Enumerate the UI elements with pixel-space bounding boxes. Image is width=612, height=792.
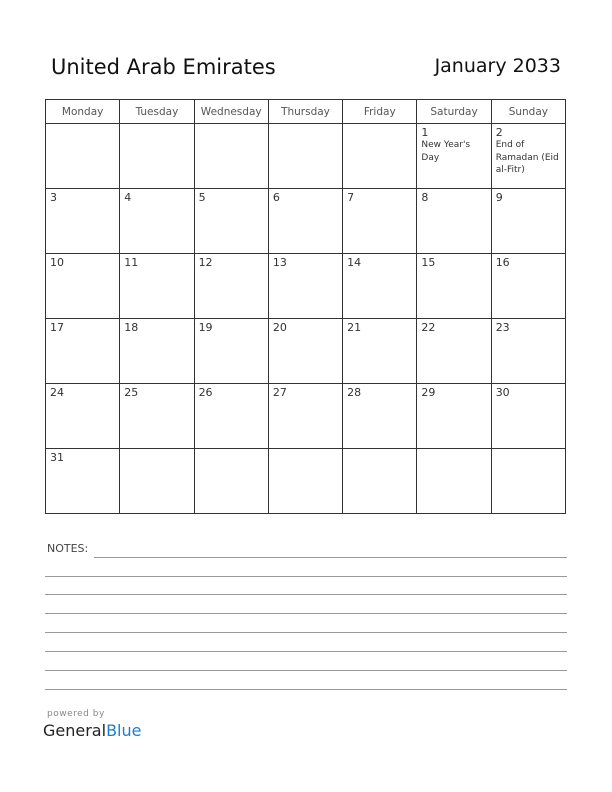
day-cell[interactable]: [491, 189, 565, 254]
day-cell[interactable]: [343, 384, 417, 449]
day-cell[interactable]: [46, 124, 120, 189]
weekday-header: Tuesday: [120, 100, 194, 124]
day-cell[interactable]: [194, 254, 268, 319]
generalblue-logo[interactable]: [43, 721, 141, 740]
day-number: 9: [495, 191, 503, 204]
day-number: 20: [272, 321, 287, 334]
weekday-header: Wednesday: [194, 100, 268, 124]
month-year-title: January 2033: [434, 55, 561, 77]
day-cell[interactable]: [268, 319, 342, 384]
notes-line[interactable]: [45, 632, 567, 633]
day-cell[interactable]: [268, 384, 342, 449]
day-number: 4: [124, 191, 132, 204]
calendar-grid: [45, 99, 566, 514]
day-cell[interactable]: [417, 124, 491, 189]
day-number: 6: [272, 191, 280, 204]
notes-line[interactable]: [45, 613, 567, 614]
day-cell[interactable]: [46, 449, 120, 514]
day-cell[interactable]: [120, 124, 194, 189]
day-cell[interactable]: [491, 124, 565, 189]
day-cell[interactable]: [120, 189, 194, 254]
day-number: 2: [495, 126, 503, 139]
day-cell[interactable]: [194, 384, 268, 449]
day-cell[interactable]: [194, 189, 268, 254]
day-cell[interactable]: [268, 449, 342, 514]
day-cell[interactable]: [194, 449, 268, 514]
week-row: [46, 124, 566, 189]
day-cell[interactable]: [120, 319, 194, 384]
day-cell[interactable]: [491, 319, 565, 384]
day-cell[interactable]: [417, 449, 491, 514]
day-number: 8: [421, 191, 429, 204]
weekday-header: Thursday: [268, 100, 342, 124]
day-cell[interactable]: [268, 189, 342, 254]
day-number: 29: [421, 386, 436, 399]
notes-line[interactable]: [45, 689, 567, 690]
day-number: 17: [50, 321, 64, 334]
day-cell[interactable]: [417, 384, 491, 449]
day-cell[interactable]: [46, 254, 120, 319]
notes-line[interactable]: [94, 557, 567, 558]
notes-line[interactable]: [45, 594, 567, 595]
week-row: [46, 254, 566, 319]
day-number: 1: [421, 126, 429, 139]
day-number: 11: [124, 256, 139, 269]
day-number: 15: [421, 256, 436, 269]
holiday-label: New Year's Day: [421, 140, 471, 163]
day-cell[interactable]: [268, 124, 342, 189]
week-row: [46, 189, 566, 254]
day-cell[interactable]: [491, 384, 565, 449]
week-row: [46, 319, 566, 384]
day-cell[interactable]: [343, 124, 417, 189]
day-cell[interactable]: [417, 319, 491, 384]
notes-line[interactable]: [45, 670, 567, 671]
notes-label: NOTES:: [47, 542, 89, 555]
day-number: 5: [198, 191, 206, 204]
country-title: United Arab Emirates: [51, 55, 276, 79]
weekday-header: Friday: [343, 100, 417, 124]
weekday-header-row: [46, 100, 566, 124]
day-number: 24: [50, 386, 64, 399]
day-number: 19: [198, 321, 213, 334]
day-number: 10: [50, 256, 64, 269]
day-cell[interactable]: [194, 319, 268, 384]
brand-general: General: [43, 721, 107, 740]
weekday-header: Monday: [46, 100, 120, 124]
day-number: 25: [124, 386, 139, 399]
week-row: [46, 384, 566, 449]
powered-by-text: powered by: [47, 709, 105, 719]
day-cell[interactable]: [120, 449, 194, 514]
day-cell[interactable]: [343, 449, 417, 514]
day-cell[interactable]: [46, 189, 120, 254]
day-number: 18: [124, 321, 139, 334]
day-number: 26: [198, 386, 213, 399]
day-cell[interactable]: [417, 254, 491, 319]
day-number: 12: [198, 256, 213, 269]
holiday-label: End of Ramadan (Eid al-Fitr): [495, 140, 559, 175]
day-cell[interactable]: [46, 384, 120, 449]
notes-line[interactable]: [45, 576, 567, 577]
day-cell[interactable]: [491, 449, 565, 514]
week-row: [46, 449, 566, 514]
day-cell[interactable]: [268, 254, 342, 319]
day-number: 23: [495, 321, 510, 334]
day-number: 28: [347, 386, 362, 399]
day-number: 13: [272, 256, 287, 269]
day-cell[interactable]: [120, 384, 194, 449]
weekday-header: Sunday: [491, 100, 565, 124]
day-cell[interactable]: [343, 254, 417, 319]
day-cell[interactable]: [46, 319, 120, 384]
day-number: 16: [495, 256, 510, 269]
weekday-header: Saturday: [417, 100, 491, 124]
day-number: 30: [495, 386, 510, 399]
day-cell[interactable]: [194, 124, 268, 189]
day-cell[interactable]: [120, 254, 194, 319]
day-cell[interactable]: [343, 189, 417, 254]
notes-line[interactable]: [45, 651, 567, 652]
day-number: 3: [50, 191, 57, 204]
day-cell[interactable]: [491, 254, 565, 319]
day-number: 31: [50, 451, 64, 464]
day-number: 22: [421, 321, 436, 334]
day-number: 7: [347, 191, 355, 204]
day-cell[interactable]: [343, 319, 417, 384]
day-number: 14: [347, 256, 362, 269]
day-number: 27: [272, 386, 287, 399]
day-number: 21: [347, 321, 362, 334]
brand-blue: Blue: [106, 721, 142, 740]
day-cell[interactable]: [417, 189, 491, 254]
